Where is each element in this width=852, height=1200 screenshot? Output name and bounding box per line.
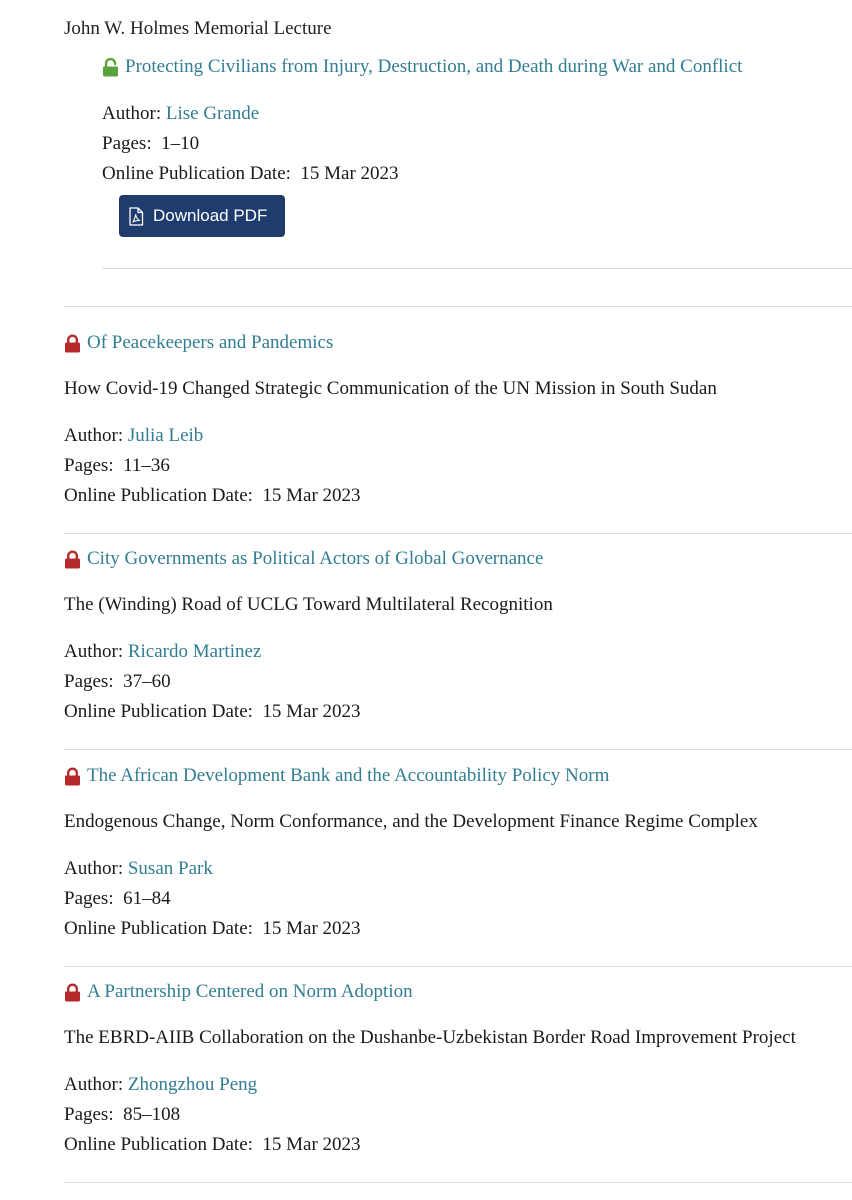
article-meta [64,1070,852,1160]
date-label: Online Publication Date: [64,1134,253,1155]
author-line [102,99,852,129]
author-label: Author: [64,858,124,879]
date-label: Online Publication Date: [64,918,253,939]
pages-value: 11–36 [123,455,170,476]
date-value: 15 Mar 2023 [262,918,361,939]
author-line [64,637,852,667]
author-label: Author: [64,641,124,662]
unlocked-lock-icon [102,58,119,77]
pages-line [64,667,852,697]
article-title-link[interactable]: A Partnership Centered on Norm Adoption [87,981,413,1002]
article-title-row [64,978,852,1006]
article-item [64,317,852,534]
pages-label: Pages: [64,1104,114,1125]
article-subtitle: The EBRD-AIIB Collaboration on the Dushanbe-Uzbekistan Border Road Improvement Project [64,1027,796,1048]
pages-label: Pages: [64,888,114,909]
article-title-row [64,329,852,357]
article-subtitle: How Covid-19 Changed Strategic Communication of the UN Mission in South Sudan [64,378,717,399]
author-link[interactable]: Zhongzhou Peng [127,1074,258,1095]
featured-article-title-link[interactable]: Protecting Civilians from Injury, Destruction, and Death during War and Conflict [125,56,743,77]
date-label: Online Publication Date: [102,163,291,184]
article-item [64,750,852,967]
pages-line [64,884,852,914]
divider [64,306,852,307]
author-line [64,421,852,451]
date-line [64,914,852,944]
featured-article-meta [102,99,852,189]
date-line [64,697,852,727]
date-line [102,159,852,189]
author-label: Author: [102,103,162,124]
locked-lock-icon [64,550,81,569]
article-title-row [64,545,852,573]
date-line [64,481,852,511]
locked-lock-icon [64,983,81,1002]
date-value: 15 Mar 2023 [300,163,399,184]
pages-line [64,451,852,481]
section-heading: John W. Holmes Memorial Lecture [64,18,332,39]
author-link[interactable]: Susan Park [127,858,213,879]
article-title-link[interactable]: City Governments as Political Actors of Global Governance [87,548,544,569]
article-item [64,533,852,750]
author-line [64,854,852,884]
pages-value: 61–84 [123,888,171,909]
author-link[interactable]: Lise Grande [165,103,260,124]
locked-lock-icon [64,334,81,353]
author-link[interactable]: Ricardo Martinez [127,641,262,662]
pages-line [64,1100,852,1130]
download-pdf-button[interactable] [119,195,285,237]
date-label: Online Publication Date: [64,701,253,722]
author-label: Author: [64,425,124,446]
pdf-file-icon [128,207,144,226]
download-pdf-label: Download PDF [153,206,268,225]
article-item [64,966,852,1183]
pages-value: 37–60 [123,671,171,692]
author-label: Author: [64,1074,124,1095]
article-title-row [64,762,852,790]
date-value: 15 Mar 2023 [262,485,361,506]
pages-label: Pages: [64,671,114,692]
pages-value: 85–108 [123,1104,181,1125]
date-line [64,1130,852,1160]
article-meta [64,637,852,727]
article-title-link[interactable]: The African Development Bank and the Accountability Policy Norm [87,765,610,786]
pages-label: Pages: [64,455,114,476]
date-label: Online Publication Date: [64,485,253,506]
article-meta [64,421,852,511]
pages-value: 1–10 [161,133,200,154]
locked-lock-icon [64,767,81,786]
pages-label: Pages: [102,133,152,154]
article-meta [64,854,852,944]
author-link[interactable]: Julia Leib [127,425,204,446]
author-line [64,1070,852,1100]
date-value: 15 Mar 2023 [262,701,361,722]
featured-title-row [102,53,852,81]
article-title-link[interactable]: Of Peacekeepers and Pandemics [87,332,334,353]
featured-article [102,53,852,269]
article-subtitle: The (Winding) Road of UCLG Toward Multilateral Recognition [64,594,553,615]
date-value: 15 Mar 2023 [262,1134,361,1155]
article-subtitle: Endogenous Change, Norm Conformance, and the Development Finance Regime Complex [64,811,758,832]
pages-line [102,129,852,159]
